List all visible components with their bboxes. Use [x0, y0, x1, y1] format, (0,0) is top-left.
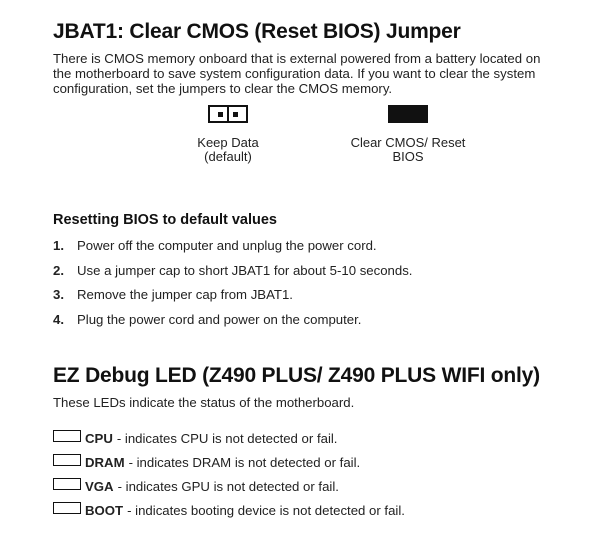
- led-name: BOOT: [85, 502, 124, 518]
- led-indicator-icon: [53, 454, 81, 466]
- step-number: 4.: [53, 311, 64, 327]
- jbat-intro-line-2: the motherboard to save system configuration data. If you want to clear the system: [53, 66, 536, 81]
- reset-bios-title: Resetting BIOS to default values: [53, 212, 277, 228]
- reset-step: [53, 234, 573, 259]
- shorted-jumper-icon: [388, 105, 428, 123]
- jbat-intro-line-1: There is CMOS memory onboard that is external powered from a battery located on: [53, 51, 541, 66]
- led-indicator-icon: [53, 430, 81, 442]
- jbat-intro-line-3: configuration, set the jumpers to clear the CMOS memory.: [53, 81, 393, 96]
- led-indicator-icon: [53, 478, 81, 490]
- reset-step: [53, 308, 573, 333]
- led-item-vga: [53, 474, 573, 498]
- ez-debug-intro: These LEDs indicate the status of the motherboard.: [53, 395, 355, 410]
- step-text: Power off the computer and unplug the power cord.: [77, 238, 377, 253]
- jbat-intro: [53, 51, 573, 96]
- keep-data-jumper: [173, 105, 283, 164]
- keep-data-label: [173, 136, 283, 164]
- led-item-dram: [53, 450, 573, 474]
- led-description: - indicates GPU is not detected or fail.: [117, 478, 339, 494]
- step-number: 2.: [53, 262, 64, 278]
- clear-cmos-label: [335, 136, 481, 164]
- led-description: - indicates booting device is not detected or fail.: [127, 502, 405, 518]
- led-name: VGA: [85, 478, 114, 494]
- step-number: 3.: [53, 287, 64, 302]
- reset-steps-list: [53, 234, 573, 332]
- led-name: DRAM: [85, 454, 125, 470]
- keep-data-label-line-1: Keep Data: [197, 135, 259, 150]
- open-jumper-icon: [208, 105, 248, 123]
- ez-debug-title: EZ Debug LED (Z490 PLUS/ Z490 PLUS WIFI only): [53, 364, 540, 387]
- clear-cmos-label-line-1: Clear CMOS/ Reset: [350, 135, 466, 150]
- led-list: [53, 426, 573, 522]
- step-number: 1.: [53, 238, 64, 253]
- led-description: - indicates DRAM is not detected or fail.: [128, 454, 361, 470]
- jbat-title: JBAT1: Clear CMOS (Reset BIOS) Jumper: [53, 20, 461, 43]
- clear-cmos-jumper: [335, 105, 481, 164]
- led-indicator-icon: [53, 502, 81, 514]
- clear-cmos-label-line-2: BIOS: [392, 149, 424, 164]
- jumper-diagram: [53, 96, 573, 176]
- reset-step: [53, 283, 573, 308]
- led-item-cpu: [53, 426, 573, 450]
- step-text: Plug the power cord and power on the computer.: [77, 311, 362, 327]
- keep-data-label-line-2: (default): [204, 149, 252, 164]
- led-description: - indicates CPU is not detected or fail.: [116, 430, 338, 446]
- reset-step: [53, 259, 573, 284]
- step-text: Remove the jumper cap from JBAT1.: [77, 287, 293, 302]
- step-text: Use a jumper cap to short JBAT1 for about 5-10 seconds.: [77, 262, 413, 278]
- led-item-boot: [53, 498, 573, 522]
- led-name: CPU: [85, 430, 113, 446]
- manual-page: [53, 20, 573, 522]
